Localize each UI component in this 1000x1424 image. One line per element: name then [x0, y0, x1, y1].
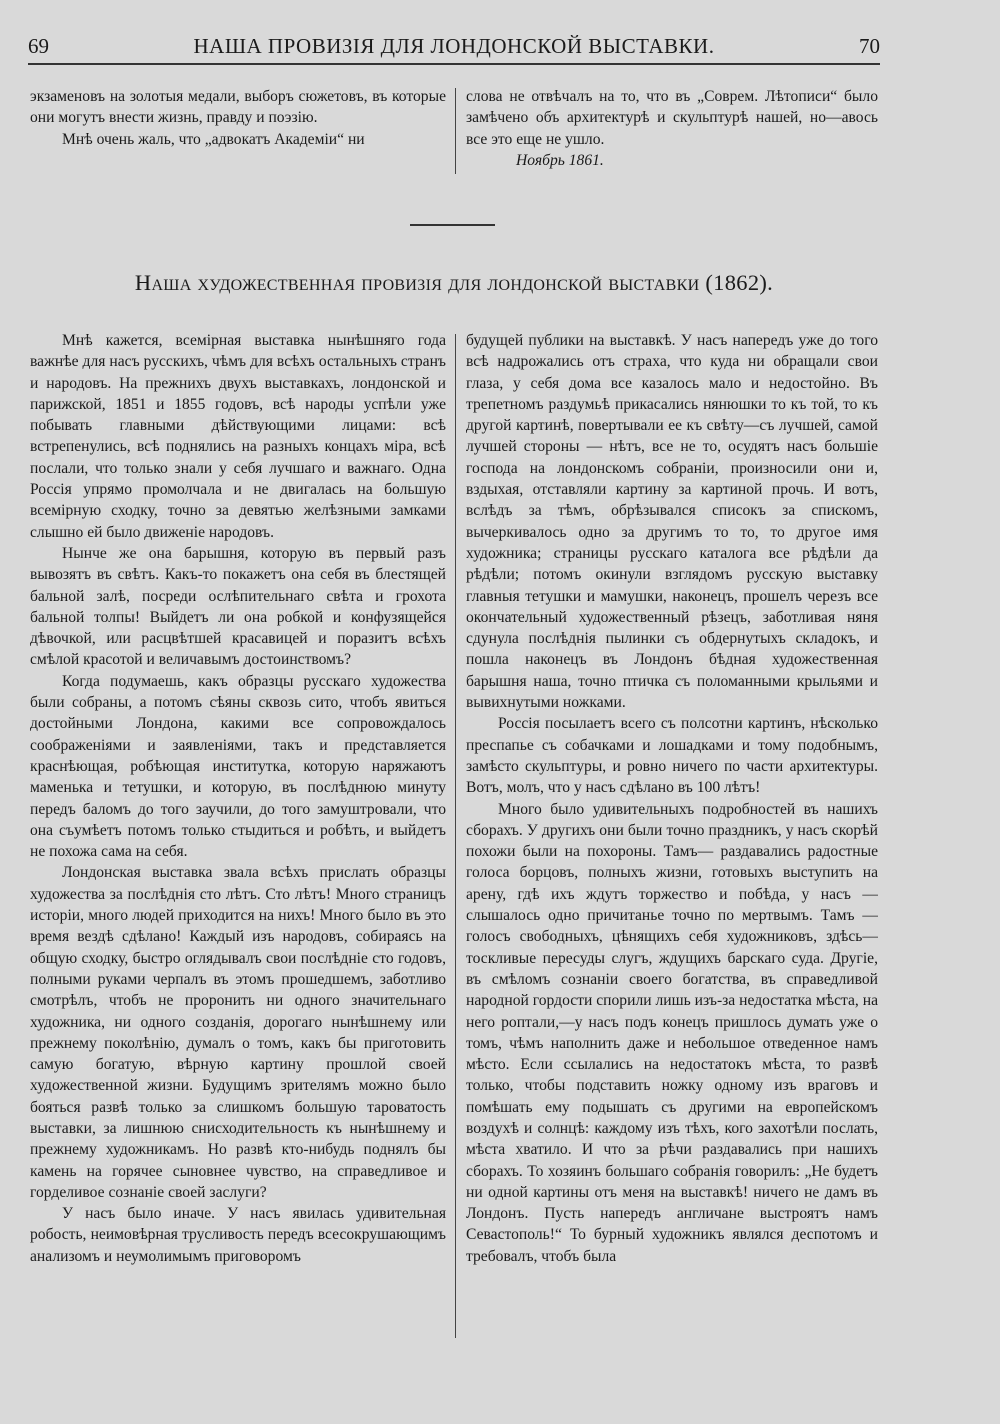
article-right-column — [466, 330, 878, 1340]
paragraph: Россія посылаетъ всего съ полсотни картинъ, нѣсколько преспапье съ собачками и лошадками и тому подобнымъ, замѣсто скульптуры, и ровно ничего по части архитектуры. Вотъ, молъ, что у насъ сдѣлано въ 100 лѣтъ! — [466, 715, 878, 797]
paragraph: будущей публики на выставкѣ. У насъ напередъ уже до того всѣ надрожались отъ страха, что куда ни обращали свои глаза, у себя дома все казалось мало и недостойно. Въ трепетномъ раздумьѣ прикасались нянюшки то къ той, то къ другой картинѣ, повертывали ее къ свѣту—съ лучшей, самой лучшей стороны — нѣтъ, все не то, осудятъ насъ большіе господа на лондонскомъ собраніи, произносили они и, вздыхая, отставляли картину за картиной прочь. И вотъ, вслѣдъ за тѣмъ, обрѣзывался списокъ за спискомъ, вычеркивалось одно за другимъ то то, то другое имя художника; страницы русскаго каталога все рѣдѣли да рѣдѣли; потомъ окинули взглядомъ русскую выставку главныя тетушки и мамушки, наконецъ, прошелъ черезъ все окончательный художественный рѣзецъ, заботливая няня сдунула послѣднія пылинки съ обдернутыхъ складокъ, и пошла наконецъ въ Лондонъ бѣдная художественная барышня наша, точно птичка съ поломанными крыльями и вывихнутыми ножками. — [466, 332, 878, 712]
paragraph: слова не отвѣчалъ на то, что въ „Соврем. Лѣтописи“ было замѣчено объ архитектурѣ и скульптурѣ нашей, но—авось все это еще не ушло. — [466, 88, 878, 148]
paragraph: Лондонская выставка звала всѣхъ прислать образцы художества за послѣднія сто лѣтъ. Сто лѣтъ! Много страницъ исторіи, много людей приходится на нихъ! Много было въ это время вездѣ сдѣлано! Каждый изъ народовъ, собираясь на общую сходку, быстро оглядывалъ свои послѣдніе сто годовъ, полными руками черпалъ въ этомъ прошедшемъ, заботливо смотрѣлъ, чтобъ не проронить ни одного значительнаго художника, ни одного созданія, дорогаго нынѣшнему или прежнему поколѣнію, думалъ о томъ, какъ бы приготовить самую богатую, вѣрную картину прошлой своей художественной жизни. Будущимъ зрителямъ можно было бояться развѣ только за слишкомъ большую тароватость выставки, за лишнюю снисходительность къ нынѣшнему и прежнему художникамъ. Но развѣ кто-нибудь поднялъ бы камень на горячее сыновнее чувство, на справедливое и горделивое сознаніе своей заслуги? — [30, 864, 446, 1201]
article-left-column — [30, 330, 446, 1340]
article-date: Ноябрь 1861. — [516, 151, 604, 169]
article-title: Наша художественная провизія для лондонской выставки (1862). — [134, 270, 774, 295]
paragraph: У насъ было иначе. У насъ явилась удивительная робость, неимовѣрная трусливость передъ всесокрушающимъ анализомъ и неумолимымъ приговоромъ — [30, 1205, 446, 1265]
page-header — [28, 30, 880, 62]
paragraph: Много было удивительныхъ подробностей въ нашихъ сборахъ. У другихъ они были точно праздникъ, у насъ скорѣй похожи были на похороны. Тамъ— раздавались радостные голоса борцовъ, полныхъ жизни, готовыхъ выступить на арену, гдѣ ихъ ждутъ торжество и побѣда, у насъ — слышалось одно причитанье точно по мертвымъ. Тамъ — голосъ свободныхъ, цѣнящихъ себя художниковъ, здѣсь—тоскливые пересуды слугъ, ждущихъ барскаго суда. Другіе, въ смѣломъ сознаніи своего богатства, въ справедливой народной гордости спорили лишь изъ-за недостатка мѣста, на него роптали,—у насъ подъ конецъ пришлось думать уже о томъ, чѣмъ наполнить даже и небольшое отведенное намъ мѣсто. Если ссылались на недостатокъ мѣста, то развѣ только, чтобы подставить ножку одному изъ враговъ и помѣшать ему подышать съ другими на европейскомъ воздухѣ и солнцѣ: каждому изъ тѣхъ, кого захотѣли послать, мѣста хватило. И что за рѣчи раздавались при нашихъ сборахъ. То хозяинъ большаго собранія говорилъ: „Не будетъ ни одной картины отъ меня на выставкѣ! ничего не дамъ въ Лондонъ. Пусть напередъ англичане выстроятъ намъ Севастополь!“ То бурный художникъ являлся деспотомъ и требовалъ, чтобъ была — [466, 800, 878, 1265]
top-left-column — [30, 86, 446, 174]
running-title: НАША ПРОВИЗІЯ ДЛЯ ЛОНДОНСКОЙ ВЫСТАВКИ. — [193, 34, 715, 58]
paragraph: экзаменовъ на золотыя медали, выборъ сюжетовъ, въ которые они могутъ внести жизнь, правду и поэзію. — [30, 88, 446, 127]
column-divider — [455, 334, 456, 1338]
paragraph: Мнѣ очень жаль, что „адвокатъ Академіи“ ни — [62, 130, 365, 148]
paragraph: Мнѣ кажется, всемірная выставка нынѣшняго года важнѣе для насъ русскихъ, чѣмъ для всѣхъ остальныхъ странъ и народовъ. На прежнихъ двухъ выставкахъ, лондонской и парижской, 1851 и 1855 годовъ, всѣ народы успѣли уже побывать главными дѣйствующими лицами: всѣ встрепенулись, всѣ поднялись на разныхъ концахъ міра, всѣ послали, что только знали у себя лучшаго и важнаго. Одна Россія упрямо промолчала и не двигалась на большую всемірную сходку, точно за девятью желѣзными замками слышно ей было движеніе народовъ. — [30, 332, 446, 541]
paragraph: Нынче же она барышня, которую въ первый разъ вывозятъ въ свѣтъ. Какъ-то покажетъ она себя въ блестящей бальной залѣ, посреди ослѣпительнаго свѣта и грохота бальной толпы! Выйдетъ ли она робкой и конфузящейся дѣвочкой, или расцвѣтшей красавицей и поразитъ всѣхъ смѣлой красотой и величавымъ достоинствомъ? — [30, 544, 446, 669]
page-number-right: 70 — [859, 34, 880, 58]
column-divider — [455, 88, 456, 174]
top-right-column — [466, 86, 878, 174]
page-number-left: 69 — [28, 34, 49, 58]
paragraph: Когда подумаешь, какъ образцы русскаго художества были собраны, а потомъ сѣяны сквозь сито, чтобъ явиться достойными Лондона, какими все сопровождалось соображеніями и заявленіями, такъ и представляется краснѣющая, робѣющая институтка, которую наряжаютъ маменька и тетушки, и которую, въ послѣднюю минуту передъ баломъ до того заучили, до того замуштровали, что она съумѣетъ потомъ только стыдиться и робѣть, и выйдетъ не похожа сама на себя. — [30, 672, 446, 861]
header-rule — [28, 63, 880, 65]
section-separator — [410, 224, 495, 226]
